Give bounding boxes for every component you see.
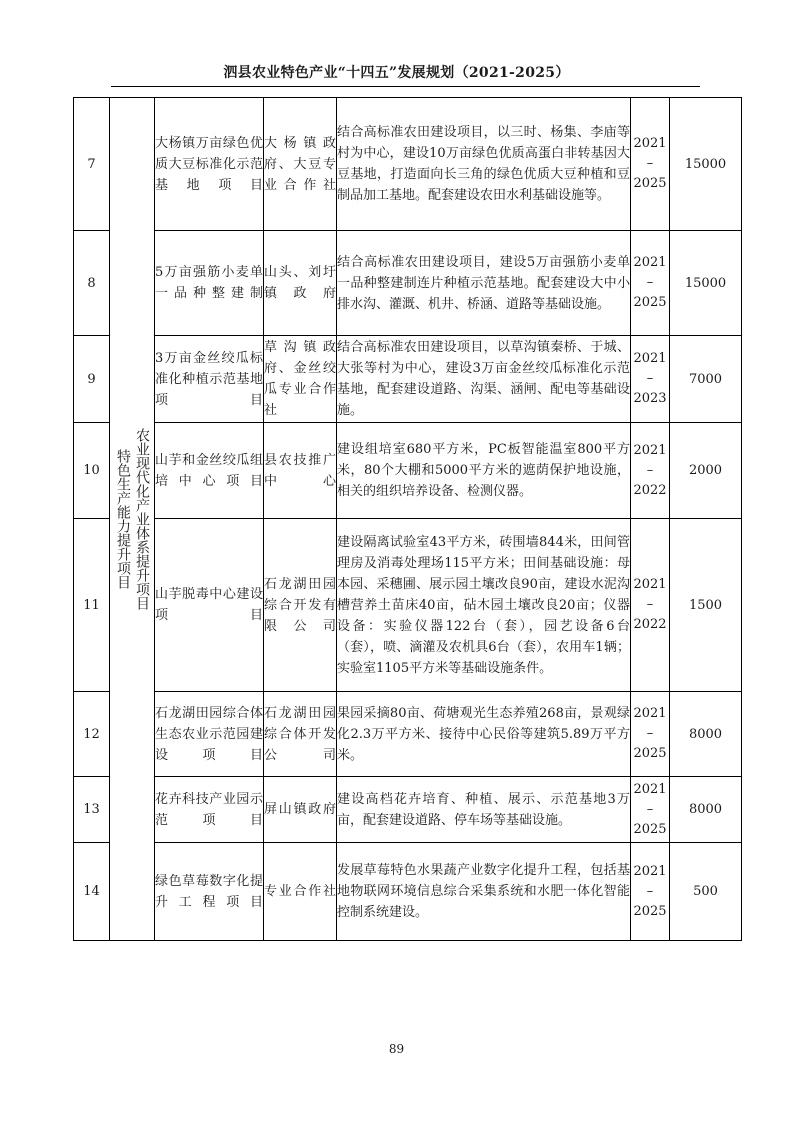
period-end: 2023 bbox=[633, 391, 667, 406]
table-row bbox=[74, 336, 742, 423]
project-owner: 县农技推广中心 bbox=[264, 423, 337, 519]
project-owner: 专业合作社 bbox=[264, 843, 337, 941]
table-row bbox=[74, 843, 742, 941]
period-dash: – bbox=[646, 801, 654, 817]
table-row bbox=[74, 519, 742, 692]
project-amount: 7000 bbox=[670, 336, 742, 423]
period-start: 2021 bbox=[633, 351, 667, 366]
header-rule bbox=[111, 86, 700, 87]
row-number: 8 bbox=[74, 231, 110, 336]
row-number: 10 bbox=[74, 423, 110, 519]
project-name: 5万亩强筋小麦单一品种整建制 bbox=[155, 231, 264, 336]
project-content: 果园采摘80亩、荷塘观光生态养殖268亩，景观绿化2.3万平方米、接待中心民俗等建筑5.89万平方米。 bbox=[337, 692, 631, 777]
period-dash: – bbox=[646, 726, 654, 741]
project-amount: 8000 bbox=[670, 777, 742, 843]
period-start: 2021 bbox=[633, 255, 667, 270]
period-end: 2025 bbox=[633, 903, 667, 919]
period-end: 2025 bbox=[633, 176, 667, 191]
project-amount: 1500 bbox=[670, 519, 742, 692]
table-row bbox=[74, 98, 742, 231]
projects-table bbox=[73, 97, 742, 941]
project-owner: 屏山镇政府 bbox=[264, 777, 337, 843]
project-amount: 8000 bbox=[670, 692, 742, 777]
period-end: 2022 bbox=[633, 617, 667, 632]
project-name: 石龙湖田园综合体生态农业示范园建设项目 bbox=[155, 692, 264, 777]
period-end: 2025 bbox=[633, 821, 667, 837]
project-owner: 草沟镇政府、金丝绞瓜专业合作社 bbox=[264, 336, 337, 423]
project-content: 建设组培室680平方米，PC板智能温室800平方米，80个大棚和5000平方米的遮荫保护地设施，相关的组织培养设备、检测仪器。 bbox=[337, 423, 631, 519]
period-start: 2021 bbox=[633, 863, 667, 879]
project-amount: 2000 bbox=[670, 423, 742, 519]
project-period bbox=[631, 336, 670, 423]
project-name: 花卉科技产业园示范项目 bbox=[155, 777, 264, 843]
period-end: 2022 bbox=[633, 482, 667, 498]
row-number: 11 bbox=[74, 519, 110, 692]
category-cell bbox=[110, 98, 155, 941]
project-content: 发展草莓特色水果蔬产业数字化提升工程，包括基地物联网环境信息综合采集系统和水肥一体化智能控制系统建设。 bbox=[337, 843, 631, 941]
project-amount: 500 bbox=[670, 843, 742, 941]
project-owner: 石龙湖田园综合体开发公司 bbox=[264, 692, 337, 777]
project-name: 3万亩金丝绞瓜标准化种植示范基地项目 bbox=[155, 336, 264, 423]
period-start: 2021 bbox=[633, 136, 667, 151]
period-start: 2021 bbox=[633, 577, 667, 592]
category-label-left: 特色生产能力提升项目 bbox=[115, 449, 131, 589]
project-period bbox=[631, 843, 670, 941]
period-dash: – bbox=[646, 462, 654, 478]
project-name: 绿色草莓数字化提升工程项目 bbox=[155, 843, 264, 941]
page-number: 89 bbox=[388, 1042, 405, 1056]
project-amount: 15000 bbox=[670, 98, 742, 231]
project-owner: 大杨镇政府、大豆专业合作社 bbox=[264, 98, 337, 231]
document-header: 泗县农业特色产业“十四五”发展规划（2021-2025） bbox=[223, 65, 570, 81]
project-period bbox=[631, 231, 670, 336]
project-content: 结合高标准农田建设项目，以三时、杨集、李庙等村为中心，建设10万亩绿色优质高蛋白非转基因大豆基地，打造面向长三角的绿色优质大豆种植和豆制品加工基地。配套建设农田水利基础设施等。 bbox=[337, 98, 631, 231]
row-number: 13 bbox=[74, 777, 110, 843]
row-number: 9 bbox=[74, 336, 110, 423]
category-label-right: 农业现代化产业体系提升项目 bbox=[134, 428, 150, 610]
project-period bbox=[631, 519, 670, 692]
period-dash: – bbox=[646, 883, 654, 899]
row-number: 14 bbox=[74, 843, 110, 941]
project-content: 结合高标准农田建设项目，以草沟镇秦桥、于城、大张等村为中心，建设3万亩金丝绞瓜标准化示范基地，配套建设道路、沟渠、涵闸、配电等基础设施。 bbox=[337, 336, 631, 423]
period-end: 2025 bbox=[633, 295, 667, 310]
project-content: 结合高标准农田建设项目，建设5万亩强筋小麦单一品种整建制连片种植示范基地。配套建设大中小排水沟、灌溉、机井、桥涵、道路等基础设施。 bbox=[337, 231, 631, 336]
period-dash: – bbox=[646, 597, 654, 612]
project-content: 建设高档花卉培育、种植、展示、示范基地3万亩，配套建设道路、停车场等基础设施。 bbox=[337, 777, 631, 843]
table-row bbox=[74, 777, 742, 843]
period-dash: – bbox=[646, 156, 654, 171]
project-owner: 石龙湖田园综合开发有限公司 bbox=[264, 519, 337, 692]
table-row bbox=[74, 423, 742, 519]
period-dash: – bbox=[646, 371, 654, 386]
row-number: 12 bbox=[74, 692, 110, 777]
project-period bbox=[631, 777, 670, 843]
period-start: 2021 bbox=[633, 781, 667, 797]
period-start: 2021 bbox=[633, 706, 667, 721]
period-start: 2021 bbox=[633, 442, 667, 458]
project-period bbox=[631, 98, 670, 231]
table-row bbox=[74, 231, 742, 336]
period-dash: – bbox=[646, 275, 654, 290]
project-amount: 15000 bbox=[670, 231, 742, 336]
table-row bbox=[74, 692, 742, 777]
project-name: 大杨镇万亩绿色优质大豆标准化示范基地项目 bbox=[155, 98, 264, 231]
project-period bbox=[631, 692, 670, 777]
project-name: 山芋和金丝绞瓜组培中心项目 bbox=[155, 423, 264, 519]
project-owner: 山头、刘圩镇政府 bbox=[264, 231, 337, 336]
period-end: 2025 bbox=[633, 746, 667, 761]
project-name: 山芋脱毒中心建设项目 bbox=[155, 519, 264, 692]
row-number: 7 bbox=[74, 98, 110, 231]
project-period bbox=[631, 423, 670, 519]
project-content: 建设隔离试验室43平方米，砖围墙844米，田间管理房及消毒处理场115平方米；田间基础设施：母本园、采穗圃、展示园土壤改良90亩，建设水泥沟槽营养土苗床40亩，砧木园土壤改良20亩；仪器设备：实验仪器122台（套），园艺设备6台（套），喷、滴灌及农机具6台（套），农用车1辆；实验室1105平方米等基础设施条件。 bbox=[337, 519, 631, 692]
